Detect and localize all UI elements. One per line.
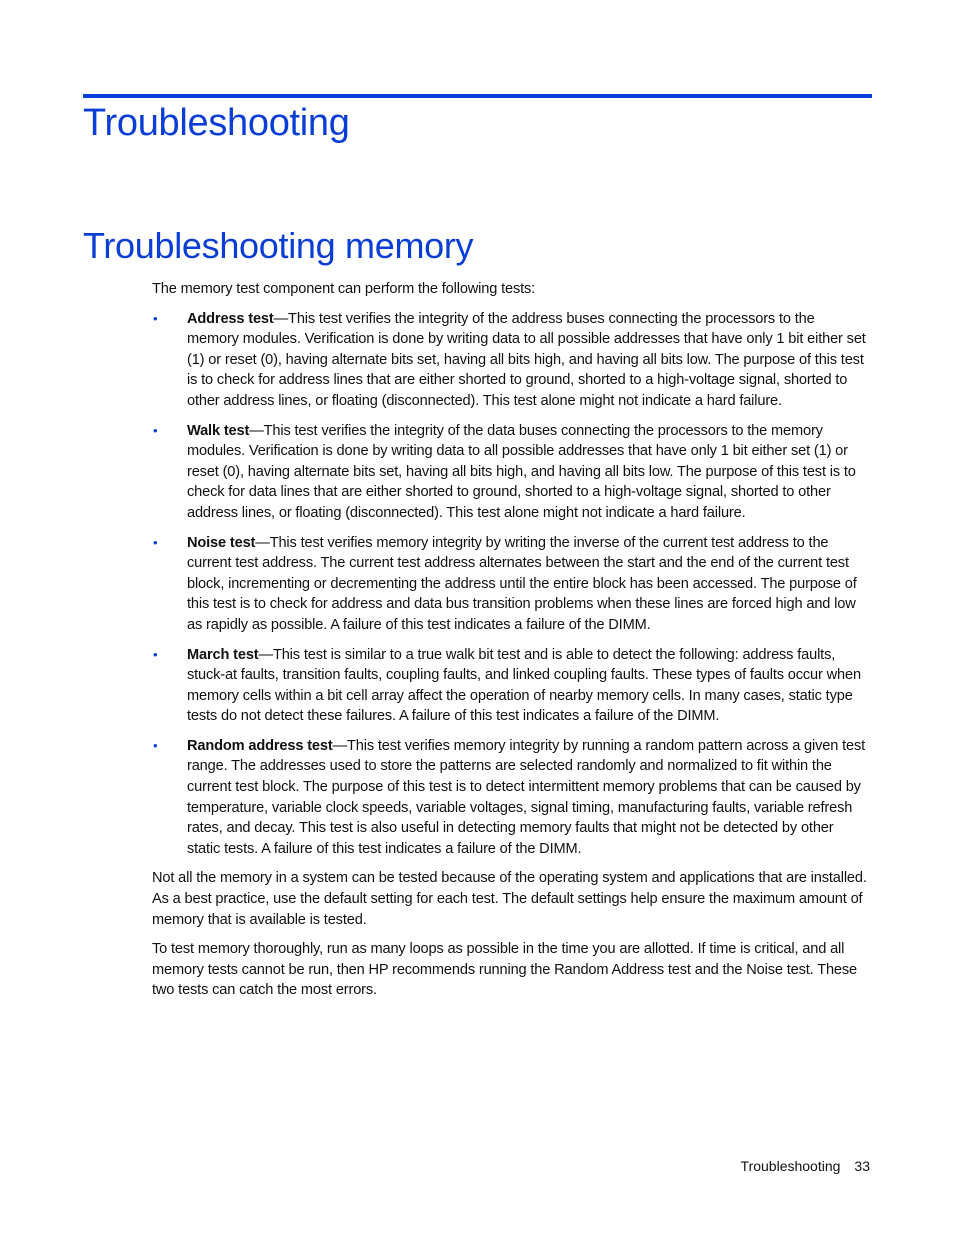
chapter-rule <box>83 94 872 98</box>
test-description: —This test is similar to a true walk bit test and is able to detect the following: address faults, stuck-at faults, transition faults, coupling faults, and linked coupling faults. These types of faults occur when memory cells within a bit cell array affect the operation of nearby memory cells. In many cases, static type tests do not detect these failures. A failure of this test indicates a failure of the DIMM. <box>187 646 861 725</box>
test-term: Address test <box>187 310 274 327</box>
test-description: —This test verifies the integrity of the data buses connecting the processors to the memory modules. Verification is done by writing data to all possible addresses that have only 1 bit either set (1) or reset (0), having alternate bits set, having all bits high, and having all bits low. The purpose of this test is to check for data lines that are either shorted to ground, shorted to a high-voltage signal, shorted to other address lines, or floating (disconnected). This test alone might not indicate a hard failure. <box>187 422 856 521</box>
test-description: —This test verifies memory integrity by writing the inverse of the current test address to the current test address. The current test address alternates between the start and the end of the current test block, incrementing or decrementing the address until the entire block has been accessed. The purpose of this test is to check for address and data bus transition problems when these lines are forced high and low as rapidly as possible. A failure of this test indicates a failure of the DIMM. <box>187 534 857 633</box>
test-term: Random address test <box>187 737 333 754</box>
page-footer <box>741 1158 870 1174</box>
test-description: —This test verifies the integrity of the address buses connecting the processors to the memory modules. Verification is done by writing data to all possible addresses that have only 1 bit either set (1) or reset (0), having alternate bits set, having all bits high, and having all bits low. The purpose of this test is to check for address lines that are either shorted to ground, shorted to a high-voltage signal, shorted to other address lines, or floating (disconnected). This test alone might not indicate a hard failure. <box>187 310 866 409</box>
list-item-walk-test <box>152 421 870 524</box>
test-description: —This test verifies memory integrity by running a random pattern across a given test range. The addresses used to store the patterns are selected randomly and normalized to fit within the current test block. The purpose of this test is to detect intermittent memory problems that can be caused by temperature, variable clock speeds, variable voltages, signal timing, manufacturing faults, variable refresh rates, and decay. This test is also useful in detecting memory faults that might not be detected by other static tests. A failure of this test indicates a failure of the DIMM. <box>187 737 866 857</box>
footer-section-name: Troubleshooting <box>740 1158 841 1174</box>
list-item-noise-test <box>152 533 870 636</box>
intro-paragraph: The memory test component can perform the following tests: <box>152 281 536 297</box>
bullet-icon: • <box>153 646 158 662</box>
test-term: March test <box>187 646 259 663</box>
bullet-icon: • <box>153 534 158 550</box>
test-term: Walk test <box>187 422 250 439</box>
chapter-title: Troubleshooting <box>83 102 350 144</box>
bullet-icon: • <box>153 737 158 753</box>
memory-note-paragraph: Not all the memory in a system can be tested because of the operating system and applications that are installed. As a best practice, use the default setting for each test. The default settings help ensure the maximum amount of memory that is available is tested. <box>152 870 867 928</box>
list-item-address-test <box>152 309 870 412</box>
test-term: Noise test <box>187 534 256 551</box>
thorough-test-paragraph: To test memory thoroughly, run as many loops as possible in the time you are allotted. If time is critical, and all memory tests cannot be run, then HP recommends running the Random Address test and the Noise test. These two tests can catch the most errors. <box>152 941 858 999</box>
test-list <box>152 309 870 860</box>
list-item-march-test <box>152 645 870 727</box>
section-title: Troubleshooting memory <box>83 225 474 266</box>
bullet-icon: • <box>153 310 158 326</box>
body-content <box>152 279 870 1010</box>
bullet-icon: • <box>153 422 158 438</box>
page-number: 33 <box>854 1158 870 1174</box>
list-item-random-address-test <box>152 736 870 860</box>
